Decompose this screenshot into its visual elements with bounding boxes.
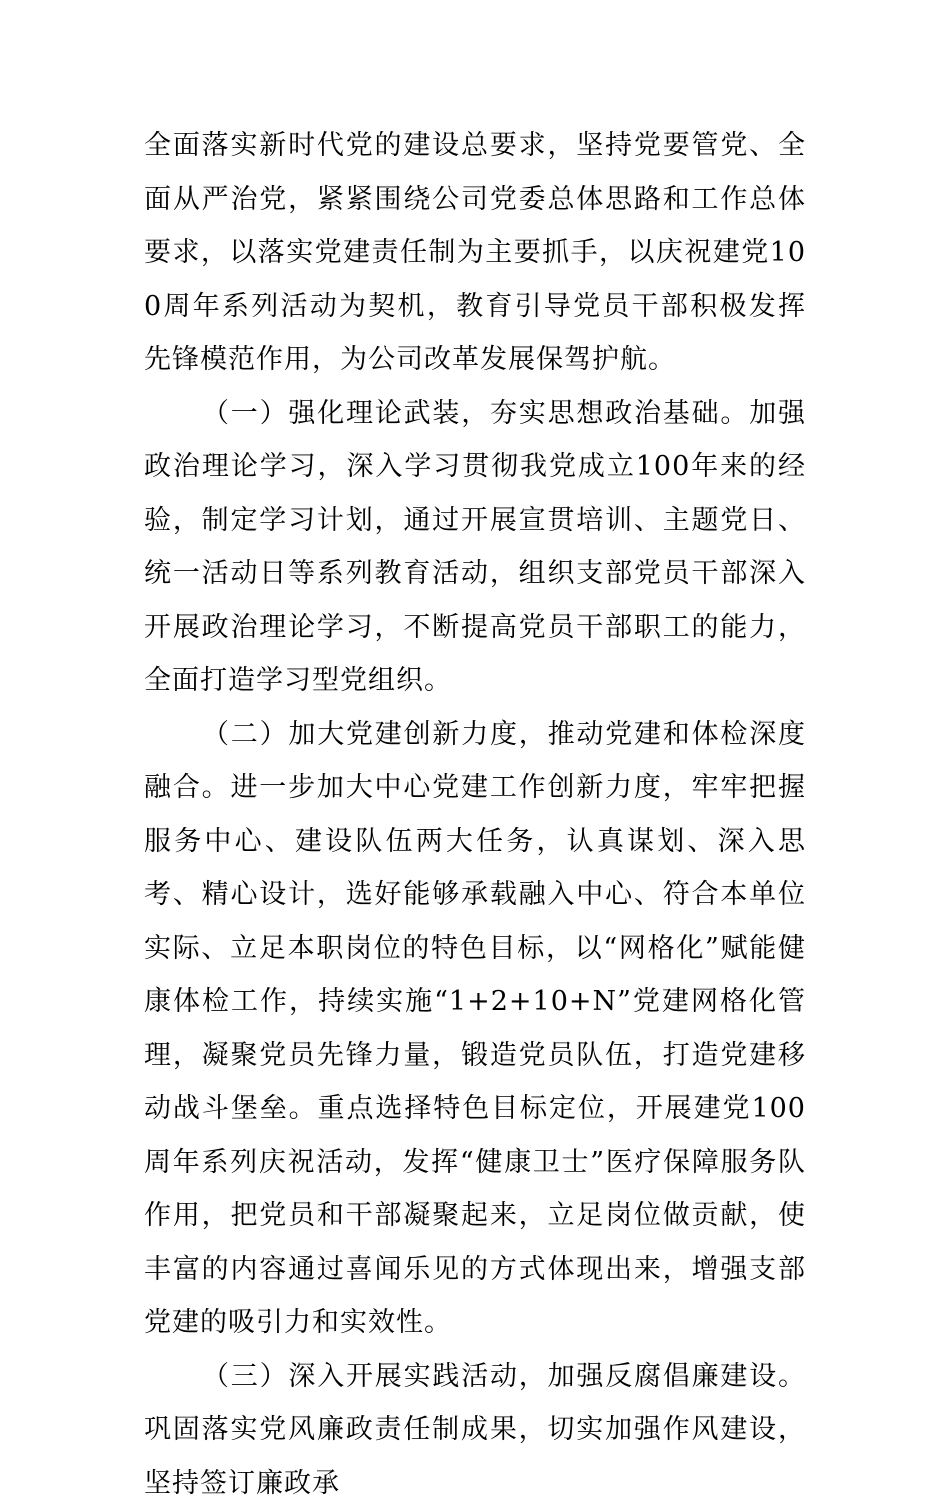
document-page xyxy=(144,119,806,1510)
paragraph-section-2: （二）加大党建创新力度，推动党建和体检深度融合。进一步加大中心党建工作创新力度，牢牢把握服务中心、建设队伍两大任务，认真谋划、深入思考、精心设计，选好能够承载融入中心、符合本单位实际、立足本职岗位的特色目标，以“网格化”赋能健康体检工作，持续实施“1+2+10+N”党建网格化管理，凝聚党员先锋力量，锻造党员队伍，打造党建移动战斗堡垒。重点选择特色目标定位，开展建党100周年系列庆祝活动，发挥“健康卫士”医疗保障服务队作用，把党员和干部凝聚起来，立足岗位做贡献，使丰富的内容通过喜闻乐见的方式体现出来，增强支部党建的吸引力和实效性。 xyxy=(144,708,806,1350)
paragraph-section-1: （一）强化理论武装，夯实思想政治基础。加强政治理论学习，深入学习贯彻我党成立100年来的经验，制定学习计划，通过开展宣贯培训、主题党日、统一活动日等系列教育活动，组织支部党员干部深入开展政治理论学习，不断提高党员干部职工的能力，全面打造学习型党组织。 xyxy=(144,387,806,708)
paragraph-section-3: （三）深入开展实践活动，加强反腐倡廉建设。巩固落实党风廉政责任制成果，切实加强作风建设，坚持签订廉政承 xyxy=(144,1350,806,1510)
paragraph-intro: 全面落实新时代党的建设总要求，坚持党要管党、全面从严治党，紧紧围绕公司党委总体思路和工作总体要求，以落实党建责任制为主要抓手，以庆祝建党100周年系列活动为契机，教育引导党员干部积极发挥先锋模范作用，为公司改革发展保驾护航。 xyxy=(144,119,806,387)
